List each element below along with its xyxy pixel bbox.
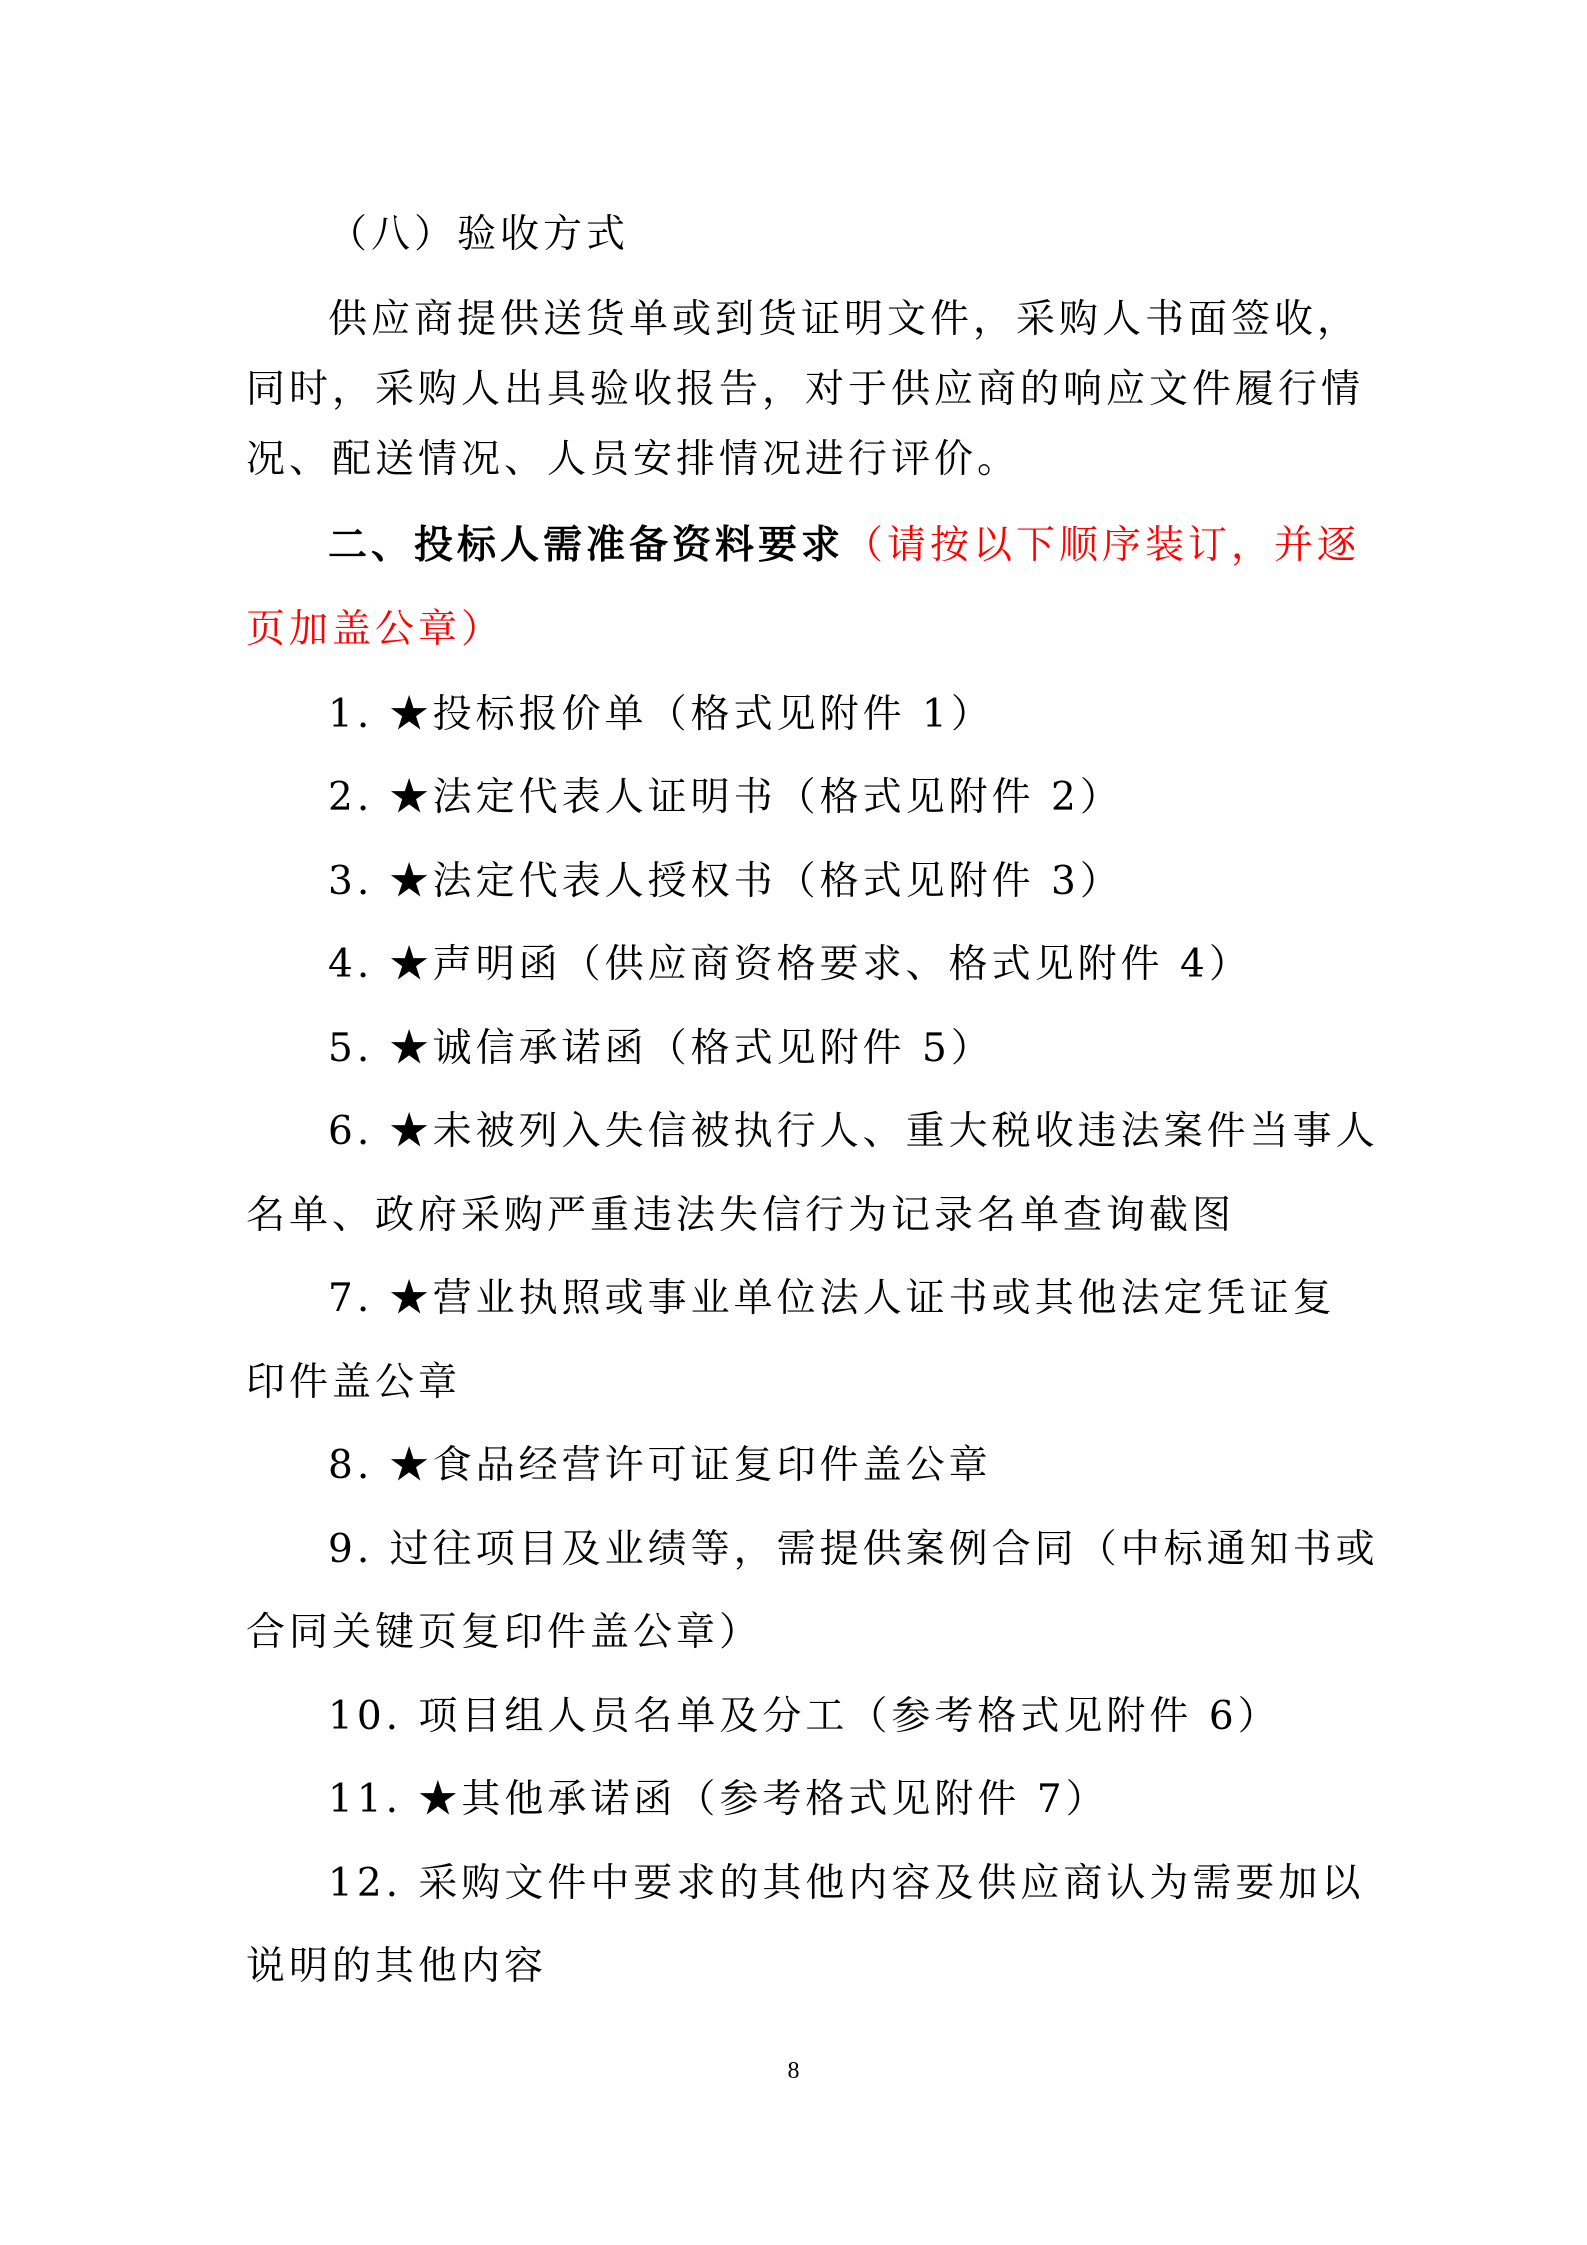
list-item: 11. ★其他承诺函（参考格式见附件 7） <box>328 1777 1109 1822</box>
page-number: 8 <box>787 2058 800 2084</box>
list-item: 2. ★法定代表人证明书（格式见附件 2） <box>328 775 1123 820</box>
part-heading <box>328 519 1361 571</box>
section-title: （八）验收方式 <box>328 212 630 257</box>
list-item-continued: 名单、政府采购严重违法失信行为记录名单查询截图 <box>246 1193 1236 1238</box>
list-item-continued: 印件盖公章 <box>246 1360 462 1405</box>
paragraph-line: 供应商提供送货单或到货证明文件，采购人书面签收， <box>328 297 1361 342</box>
list-item: 10. 项目组人员名单及分工（参考格式见附件 6） <box>328 1694 1281 1739</box>
list-item: 1. ★投标报价单（格式见附件 1） <box>328 692 994 737</box>
list-item: 3. ★法定代表人授权书（格式见附件 3） <box>328 859 1123 904</box>
list-item: 12. 采购文件中要求的其他内容及供应商认为需要加以 <box>328 1861 1365 1906</box>
list-item: 7. ★营业执照或事业单位法人证书或其他法定凭证复 <box>328 1276 1336 1321</box>
list-item: 8. ★食品经营许可证复印件盖公章 <box>328 1443 992 1488</box>
list-item: 9. 过往项目及业绩等，需提供案例合同（中标通知书或 <box>328 1527 1379 1572</box>
list-item: 6. ★未被列入失信被执行人、重大税收违法案件当事人 <box>328 1109 1379 1154</box>
list-item-continued: 合同关键页复印件盖公章） <box>246 1610 763 1655</box>
list-item: 4. ★声明函（供应商资格要求、格式见附件 4） <box>328 942 1252 987</box>
part-heading-text: 二、投标人需准备资料要求 <box>328 522 845 568</box>
paragraph-line: 况、配送情况、人员安排情况进行评价。 <box>246 437 1021 482</box>
list-item: 5. ★诚信承诺函（格式见附件 5） <box>328 1026 994 1071</box>
paragraph-line: 同时，采购人出具验收报告，对于供应商的响应文件履行情 <box>246 367 1365 412</box>
binding-note-continued: 页加盖公章） <box>246 607 505 652</box>
list-item-continued: 说明的其他内容 <box>246 1944 548 1989</box>
binding-note: （请按以下顺序装订，并逐 <box>844 523 1361 568</box>
